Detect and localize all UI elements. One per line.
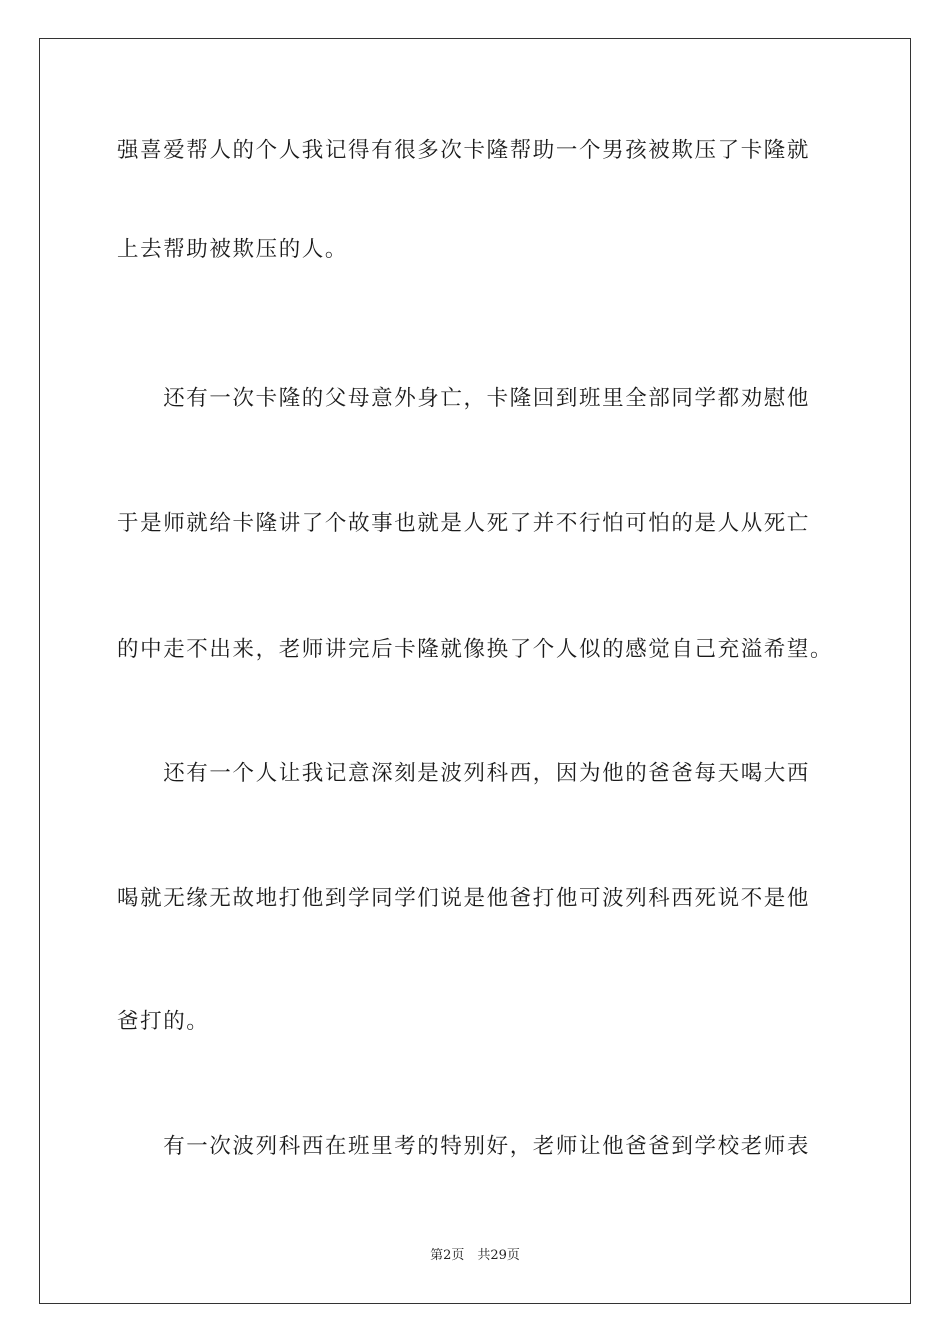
paragraph-line-9: 有一次波列科西在班里考的特别好，老师让他爸爸到学校老师表 — [117, 1134, 811, 1159]
paragraph-line-8: 爸打的。 — [117, 1009, 210, 1034]
paragraph-line-3: 还有一次卡隆的父母意外身亡，卡隆回到班里全部同学都劝慰他 — [117, 386, 811, 411]
paragraph-line-2: 上去帮助被欺压的人。 — [117, 237, 349, 262]
paragraph-line-7: 喝就无缘无故地打他到学同学们说是他爸打他可波列科西死说不是他 — [117, 886, 811, 911]
page-border — [39, 38, 911, 1304]
paragraph-line-1: 强喜爱帮人的个人我记得有很多次卡隆帮助一个男孩被欺压了卡隆就 — [117, 138, 811, 163]
paragraph-line-6: 还有一个人让我记意深刻是波列科西，因为他的爸爸每天喝大西 — [117, 761, 811, 786]
page-number-footer: 第2页 共29页 — [430, 1248, 520, 1263]
paragraph-line-4: 于是师就给卡隆讲了个故事也就是人死了并不行怕可怕的是人从死亡 — [117, 511, 811, 536]
paragraph-line-5: 的中走不出来，老师讲完后卡隆就像换了个人似的感觉自己充溢希望。 — [117, 637, 834, 662]
